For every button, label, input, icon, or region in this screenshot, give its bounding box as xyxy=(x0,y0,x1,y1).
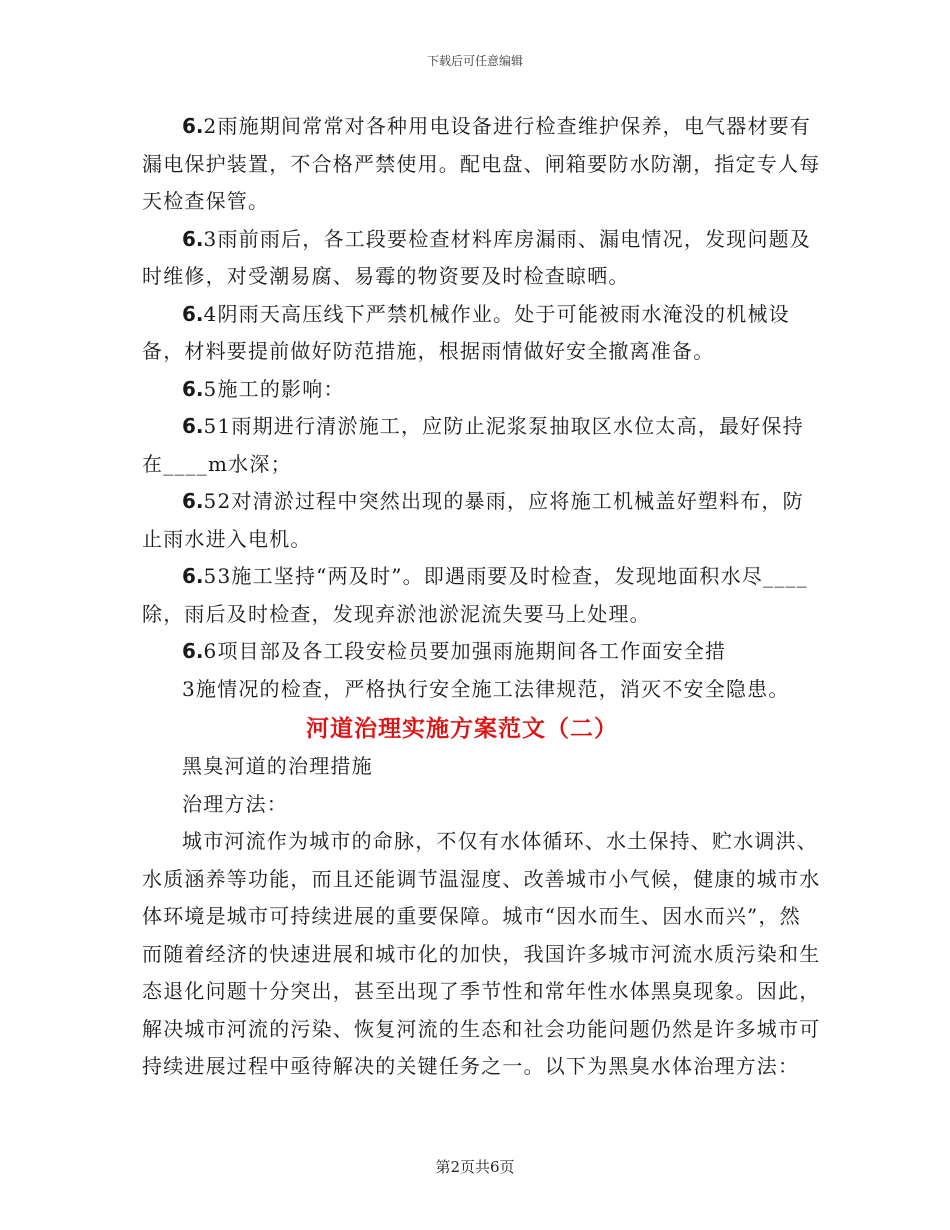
method-label: 治理方法： xyxy=(182,791,288,816)
item-text: 3雨前雨后，各工段要检查材料库房漏雨、漏电情况，发现问题及时维修，对受潮易腐、易霉的物资要及时检查晾晒。 xyxy=(142,226,812,288)
item-text: 52对清淤过程中突然出现的暴雨，应将施工机械盖好塑料布，防止雨水进入电机。 xyxy=(142,489,804,551)
item-number: 6. xyxy=(182,376,204,401)
item-6-2 xyxy=(142,108,822,221)
item-6-52 xyxy=(142,483,822,558)
section-body: 城市河流作为城市的命脉，不仅有水体循环、水土保持、贮水调洪、水质涵养等功能，而且还能调节温湿度、改善城市小气候，健康的城市水体环境是城市可持续进展的重要保障。城市“因水而生、因水而兴”，然而随着经济的快速进展和城市化的加快，我国许多城市河流水质污染和生态退化问题十分突出，甚至出现了季节性和常年性水体黑臭现象。因此，解决城市河流的污染、恢复河流的生态和社会功能问题仍然是许多城市可持续进展过程中亟待解决的关键任务之一。以下为黑臭水体治理方法： xyxy=(142,829,821,1078)
item-text: 53施工坚持“两及时”。即遇雨要及时检查，发现地面积水尽____除，雨后及时检查，发现弃淤池淤泥流失要马上处理。 xyxy=(142,564,808,626)
item-6-3 xyxy=(142,221,822,296)
header-note: 下载后可任意编辑 xyxy=(426,54,523,68)
item-6-5 xyxy=(142,371,822,409)
item-text: 5施工的影响： xyxy=(203,376,345,401)
item-number: 6. xyxy=(182,564,204,588)
item-6-53 xyxy=(142,558,822,633)
item-number: 6. xyxy=(182,639,204,663)
item-6-51 xyxy=(142,408,822,483)
item-number: 6. xyxy=(182,489,204,513)
document-body xyxy=(142,108,822,1086)
item-continuation: 3施情况的检查，严格执行安全施工法律规范，消灭不安全隐患。 xyxy=(182,676,790,701)
section-subtitle: 黑臭河道的治理措施 xyxy=(182,754,373,778)
section-title: 河道治理实施方案范文（二） xyxy=(306,715,618,742)
item-number: 6. xyxy=(182,301,204,326)
item-text: 6项目部及各工段安检员要加强雨施期间各工作面安全措 xyxy=(203,639,727,663)
page-number: 第2页共6页 xyxy=(435,1158,515,1176)
item-6-4 xyxy=(142,296,822,371)
item-number: 6. xyxy=(182,114,204,138)
item-text: 2雨施期间常常对各种用电设备进行检查维护保养，电气器材要有漏电保护装置，不合格严禁使用。配电盘、闸箱要防水防潮，指定专人每天检查保管。 xyxy=(142,114,821,213)
item-text: 4阴雨天高压线下严禁机械作业。处于可能被雨水淹没的机械设备，材料要提前做好防范措施，根据雨情做好安全撤离准备。 xyxy=(142,301,790,363)
item-text: 51雨期进行清淤施工，应防止泥浆泵抽取区水位太高，最好保持在____m水深； xyxy=(142,414,804,476)
item-6-6 xyxy=(142,633,822,671)
item-number: 6. xyxy=(182,414,204,438)
item-number: 6. xyxy=(182,226,204,251)
